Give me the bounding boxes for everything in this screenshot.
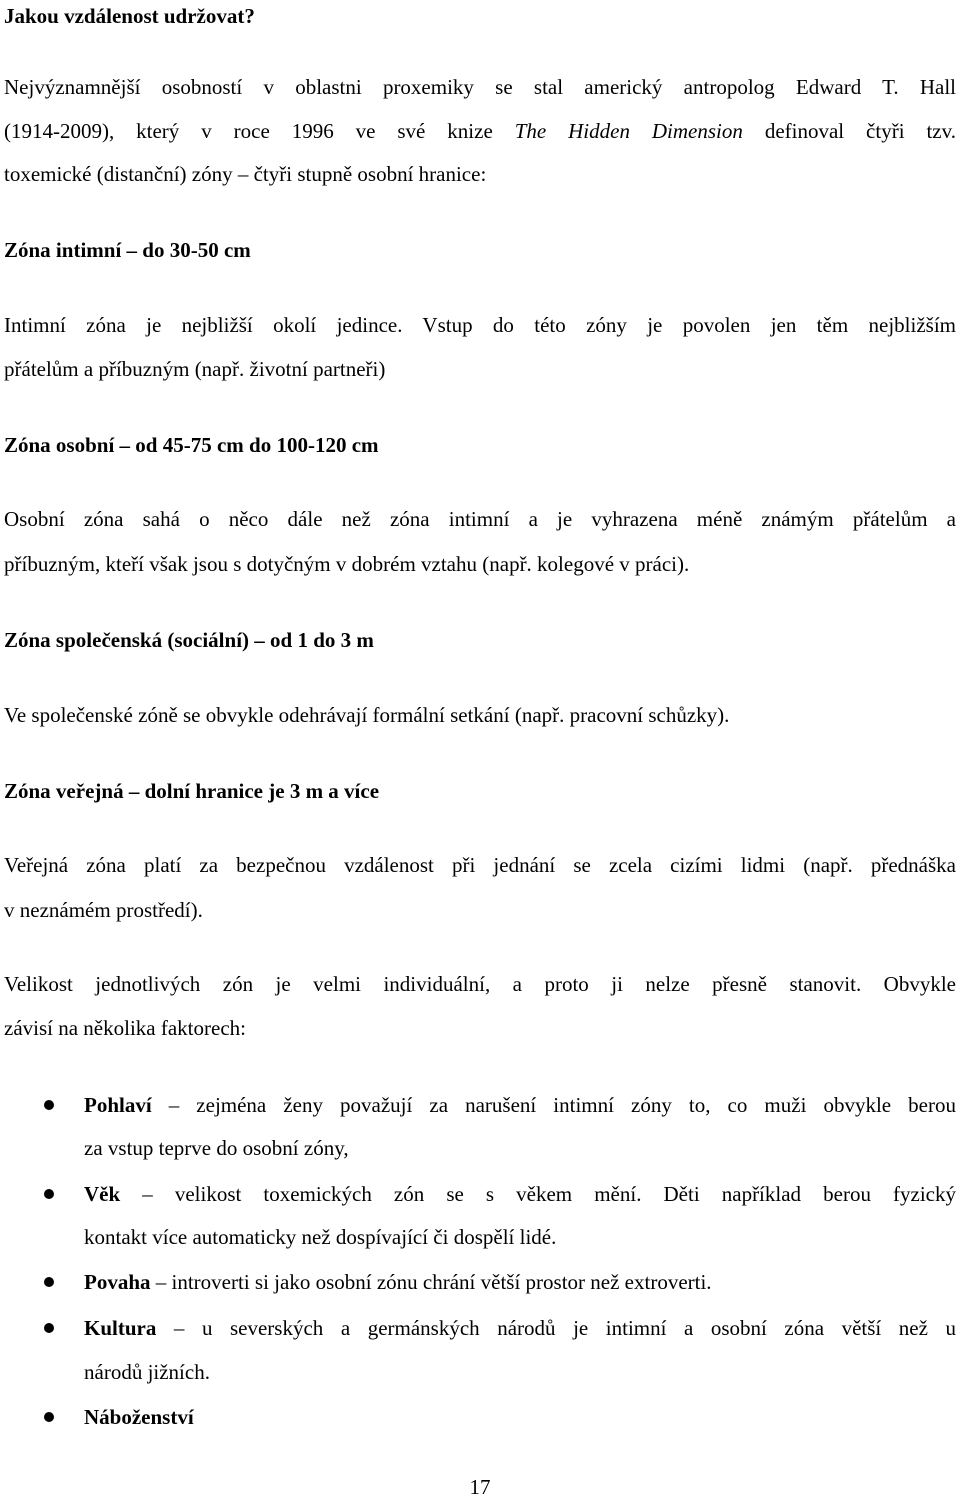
zone-text: Veřejná zóna platí za bezpečnou vzdálenost při jednání se zcela cizími lidmi (např. přednáška <box>4 853 956 877</box>
factor-term: Pohlaví <box>84 1093 152 1117</box>
zone-title-personal: Zóna osobní – od 45-75 cm do 100-120 cm <box>4 433 379 457</box>
factor-line: kontakt více automaticky než dospívající či dospělí lidé. <box>84 1225 557 1249</box>
intro-line-1: Nejvýznamnější osobností v oblastni proxemiky se stal americký antropolog Edward T. Hall <box>4 75 956 99</box>
factor-term: Věk <box>84 1182 121 1206</box>
zone-text: přátelům a příbuzným (např. životní partneři) <box>4 357 386 381</box>
intro-line-3: toxemické (distanční) zóny – čtyři stupně osobní hranice: <box>4 162 487 186</box>
bullet-icon <box>44 1323 54 1333</box>
page-heading: Jakou vzdálenost udržovat? <box>4 4 255 28</box>
intro-line-2 <box>4 117 956 145</box>
zone-title-social: Zóna společenská (sociální) – od 1 do 3 m <box>4 628 374 652</box>
bullet-icon <box>44 1277 54 1287</box>
factor-line <box>84 1180 956 1208</box>
zone-text: v neznámém prostředí). <box>4 898 203 922</box>
zone-text: Ve společenské zóně se obvykle odehrávají formální setkání (např. pracovní schůzky). <box>4 703 730 727</box>
factor-line <box>84 1268 956 1296</box>
zone-text: příbuzným, kteří však jsou s dotyčným v dobrém vztahu (např. kolegové v práci). <box>4 552 690 576</box>
factor-text: – introverti si jako osobní zónu chrání větší prostor než extroverti. <box>150 1270 712 1294</box>
factor-line <box>84 1314 956 1342</box>
zone-title-public: Zóna veřejná – dolní hranice je 3 m a více <box>4 779 380 803</box>
factor-line: za vstup teprve do osobní zóny, <box>84 1136 349 1160</box>
factor-line <box>84 1403 956 1431</box>
factors-intro-line-2: závisí na několika faktorech: <box>4 1016 246 1040</box>
intro-text: (1914-2009), který v roce 1996 ve své knize <box>4 119 515 143</box>
factor-text: – u severských a germánských národů je intimní a osobní zóna větší než u <box>156 1316 956 1340</box>
factor-line: národů jižních. <box>84 1360 210 1384</box>
factor-term: Povaha <box>84 1270 151 1294</box>
factor-term: Náboženství <box>84 1405 194 1429</box>
factor-text: – zejména ženy považují za narušení intimní zóny to, co muži obvykle berou <box>151 1093 956 1117</box>
zone-title-intimate: Zóna intimní – do 30-50 cm <box>4 238 251 262</box>
zone-text: Intimní zóna je nejbližší okolí jedince. Vstup do této zóny je povolen jen těm nejbližším <box>4 313 956 337</box>
factor-term: Kultura <box>84 1316 157 1340</box>
intro-text: definoval čtyři tzv. <box>742 119 956 143</box>
bullet-icon <box>44 1189 54 1199</box>
bullet-icon <box>44 1412 54 1422</box>
bullet-icon <box>44 1100 54 1110</box>
factor-line <box>84 1091 956 1119</box>
factor-text: – velikost toxemických zón se s věkem mění. Děti například berou fyzický <box>120 1182 956 1206</box>
book-title: The Hidden Dimension <box>514 119 743 143</box>
page-number: 17 <box>469 1475 491 1499</box>
factors-intro-line-1: Velikost jednotlivých zón je velmi individuální, a proto ji nelze přesně stanovit. Obvykle <box>4 972 956 996</box>
zone-text: Osobní zóna sahá o něco dále než zóna intimní a je vyhrazena méně známým přátelům a <box>4 507 956 531</box>
